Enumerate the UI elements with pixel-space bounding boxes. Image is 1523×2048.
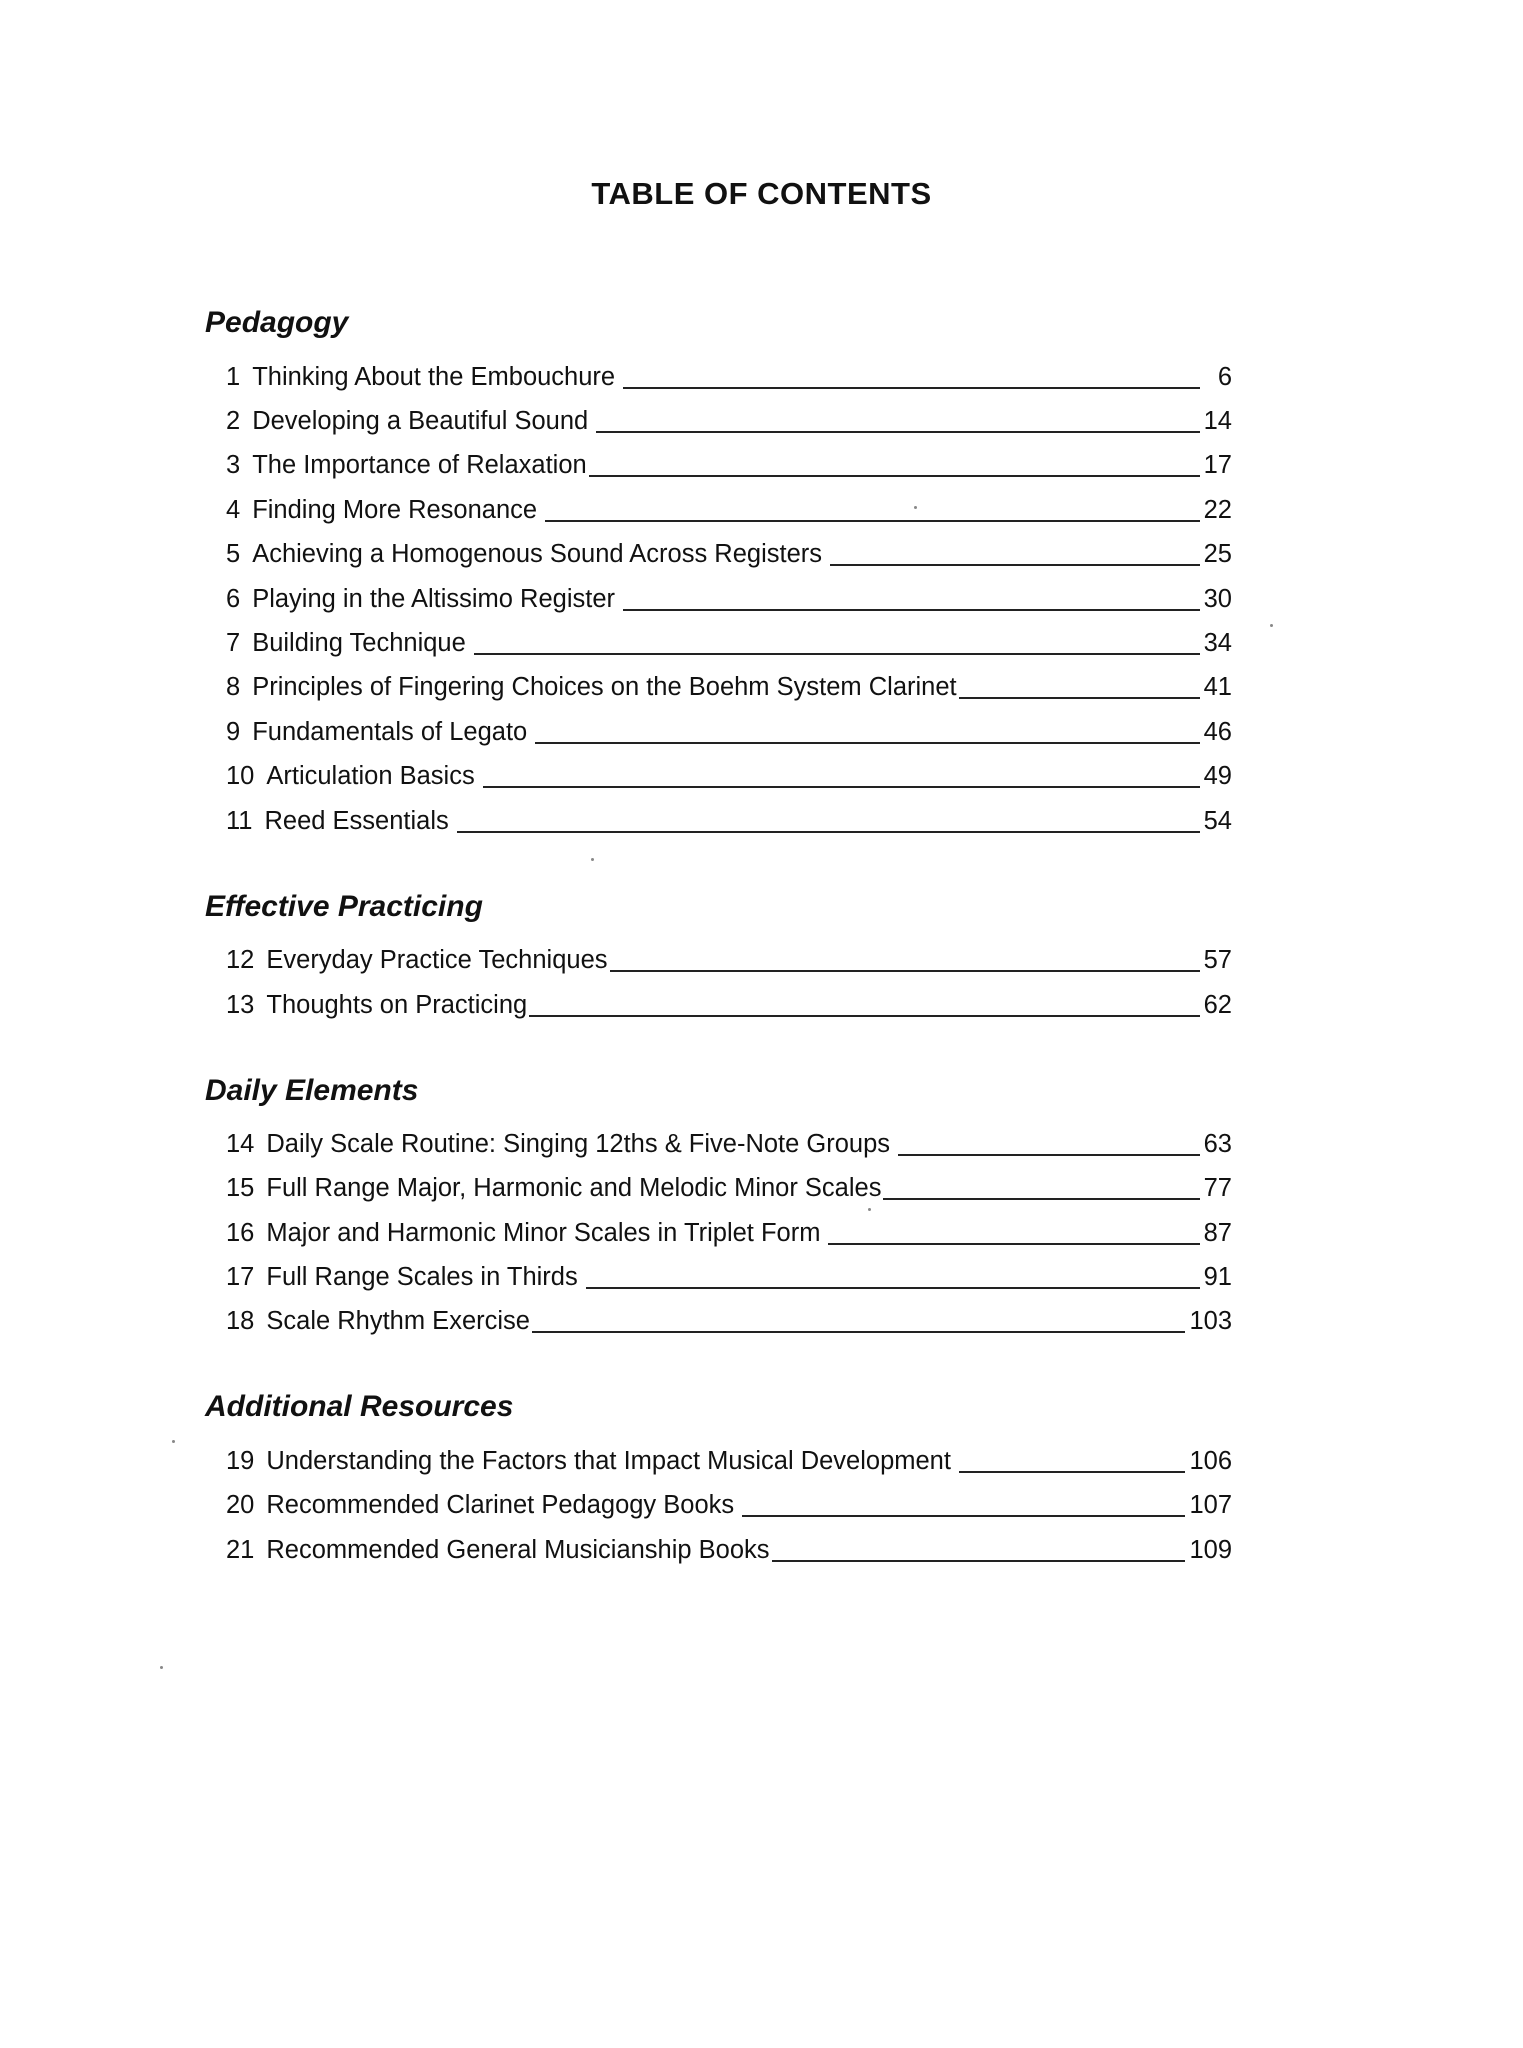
entry-number: 13 — [226, 991, 255, 1019]
entry-number: 14 — [226, 1130, 255, 1158]
toc-entry[interactable] — [226, 400, 1232, 436]
toc-entry[interactable] — [226, 1212, 1232, 1248]
dot-leader — [532, 1331, 1185, 1333]
toc-entry[interactable] — [226, 984, 1232, 1020]
scan-speck — [160, 1666, 163, 1669]
entry-number: 17 — [226, 1263, 255, 1291]
entry-title: Daily Scale Routine: Singing 12ths & Five-Note Groups — [266, 1130, 891, 1158]
entry-title: Building Technique — [252, 629, 466, 657]
dot-leader — [589, 475, 1200, 477]
page-title: TABLE OF CONTENTS — [591, 176, 932, 211]
entry-page-number: 103 — [1189, 1307, 1232, 1335]
entry-page-number: 14 — [1203, 407, 1232, 435]
entry-page-number: 30 — [1203, 585, 1232, 613]
entry-page-number: 62 — [1203, 991, 1232, 1019]
entry-page-number: 41 — [1203, 673, 1232, 701]
dot-leader — [623, 387, 1200, 389]
entry-number: 18 — [226, 1307, 255, 1335]
scan-speck — [172, 1440, 175, 1443]
toc-entry[interactable] — [226, 489, 1232, 525]
entry-title: Understanding the Factors that Impact Musical Development — [266, 1447, 951, 1475]
entry-title: Major and Harmonic Minor Scales in Triplet Form — [266, 1219, 821, 1247]
entry-title: Articulation Basics — [266, 762, 475, 790]
entry-title: Scale Rhythm Exercise — [266, 1307, 530, 1335]
entry-number: 12 — [226, 946, 255, 974]
dot-leader — [883, 1198, 1199, 1200]
toc-entry[interactable] — [226, 1167, 1232, 1203]
entry-number: 10 — [226, 762, 255, 790]
entry-title: Full Range Scales in Thirds — [266, 1263, 578, 1291]
dot-leader — [959, 697, 1200, 699]
dot-leader — [596, 431, 1199, 433]
entry-number: 1 — [226, 363, 241, 391]
entry-title: Achieving a Homogenous Sound Across Registers — [252, 540, 823, 568]
entry-number: 2 — [226, 407, 241, 435]
entry-page-number: 49 — [1203, 762, 1232, 790]
dot-leader — [623, 609, 1200, 611]
dot-leader — [742, 1515, 1185, 1517]
entry-page-number: 87 — [1203, 1219, 1232, 1247]
entry-number: 5 — [226, 540, 241, 568]
entry-page-number: 46 — [1203, 718, 1232, 746]
entry-title: The Importance of Relaxation — [252, 451, 587, 479]
entry-title: Finding More Resonance — [252, 496, 538, 524]
entry-number: 15 — [226, 1174, 255, 1202]
entry-number: 9 — [226, 718, 241, 746]
toc-entry[interactable] — [226, 1484, 1232, 1520]
entry-title: Playing in the Altissimo Register — [252, 585, 616, 613]
toc-entry[interactable] — [226, 1123, 1232, 1159]
entry-number: 19 — [226, 1447, 255, 1475]
entry-title: Recommended General Musicianship Books — [266, 1536, 770, 1564]
entry-title: Everyday Practice Techniques — [266, 946, 608, 974]
dot-leader — [610, 970, 1200, 972]
entry-number: 21 — [226, 1536, 255, 1564]
toc-entry[interactable] — [226, 578, 1232, 614]
section-heading-effective-practicing: Effective Practicing — [205, 890, 483, 923]
entry-title: Full Range Major, Harmonic and Melodic Minor Scales — [266, 1174, 882, 1202]
entry-number: 3 — [226, 451, 241, 479]
toc-entry[interactable] — [226, 711, 1232, 747]
entry-number: 11 — [226, 807, 253, 835]
toc-entry[interactable] — [226, 1529, 1232, 1565]
toc-entry[interactable] — [226, 1300, 1232, 1336]
toc-entry[interactable] — [226, 800, 1232, 836]
entry-page-number: 109 — [1189, 1536, 1232, 1564]
scan-speck — [1270, 624, 1273, 627]
dot-leader — [586, 1287, 1200, 1289]
entry-number: 6 — [226, 585, 241, 613]
entry-page-number: 57 — [1203, 946, 1232, 974]
entry-title: Thoughts on Practicing — [266, 991, 528, 1019]
dot-leader — [959, 1471, 1186, 1473]
dot-leader — [483, 786, 1200, 788]
entry-page-number: 54 — [1203, 807, 1232, 835]
dot-leader — [545, 520, 1200, 522]
entry-number: 8 — [226, 673, 241, 701]
entry-page-number: 91 — [1203, 1263, 1232, 1291]
entry-page-number: 25 — [1203, 540, 1232, 568]
toc-entry[interactable] — [226, 939, 1232, 975]
dot-leader — [535, 742, 1199, 744]
entry-number: 4 — [226, 496, 241, 524]
scan-speck — [868, 1208, 871, 1211]
entry-page-number: 106 — [1189, 1447, 1232, 1475]
entry-page-number: 77 — [1203, 1174, 1232, 1202]
entry-page-number: 107 — [1189, 1491, 1232, 1519]
entry-title: Principles of Fingering Choices on the Boehm System Clarinet — [252, 673, 957, 701]
toc-entry[interactable] — [226, 356, 1232, 392]
section-heading-additional-resources: Additional Resources — [205, 1390, 514, 1423]
toc-entry[interactable] — [226, 666, 1232, 702]
dot-leader — [772, 1560, 1186, 1562]
toc-entry[interactable] — [226, 622, 1232, 658]
dot-leader — [898, 1154, 1200, 1156]
dot-leader — [529, 1015, 1199, 1017]
entry-number: 20 — [226, 1491, 255, 1519]
entry-page-number: 22 — [1203, 496, 1232, 524]
entry-title: Thinking About the Embouchure — [252, 363, 616, 391]
scan-speck — [914, 506, 917, 509]
section-heading-daily-elements: Daily Elements — [205, 1074, 419, 1107]
toc-entry[interactable] — [226, 444, 1232, 480]
entry-number: 16 — [226, 1219, 255, 1247]
toc-entry[interactable] — [226, 1440, 1232, 1476]
entry-page-number: 63 — [1203, 1130, 1232, 1158]
dot-leader — [474, 653, 1200, 655]
entry-title: Fundamentals of Legato — [252, 718, 528, 746]
toc-entry[interactable] — [226, 755, 1232, 791]
entry-title: Developing a Beautiful Sound — [252, 407, 589, 435]
entry-number: 7 — [226, 629, 241, 657]
entry-page-number: 17 — [1203, 451, 1232, 479]
section-heading-pedagogy: Pedagogy — [205, 306, 349, 339]
entry-title: Recommended Clarinet Pedagogy Books — [266, 1491, 735, 1519]
scan-speck — [591, 858, 594, 861]
dot-leader — [830, 564, 1200, 566]
entry-title: Reed Essentials — [264, 807, 449, 835]
toc-entry[interactable] — [226, 1256, 1232, 1292]
entry-page-number: 34 — [1203, 629, 1232, 657]
toc-entry[interactable] — [226, 533, 1232, 569]
entry-page-number: 6 — [1217, 363, 1232, 391]
dot-leader — [828, 1243, 1199, 1245]
dot-leader — [457, 831, 1200, 833]
